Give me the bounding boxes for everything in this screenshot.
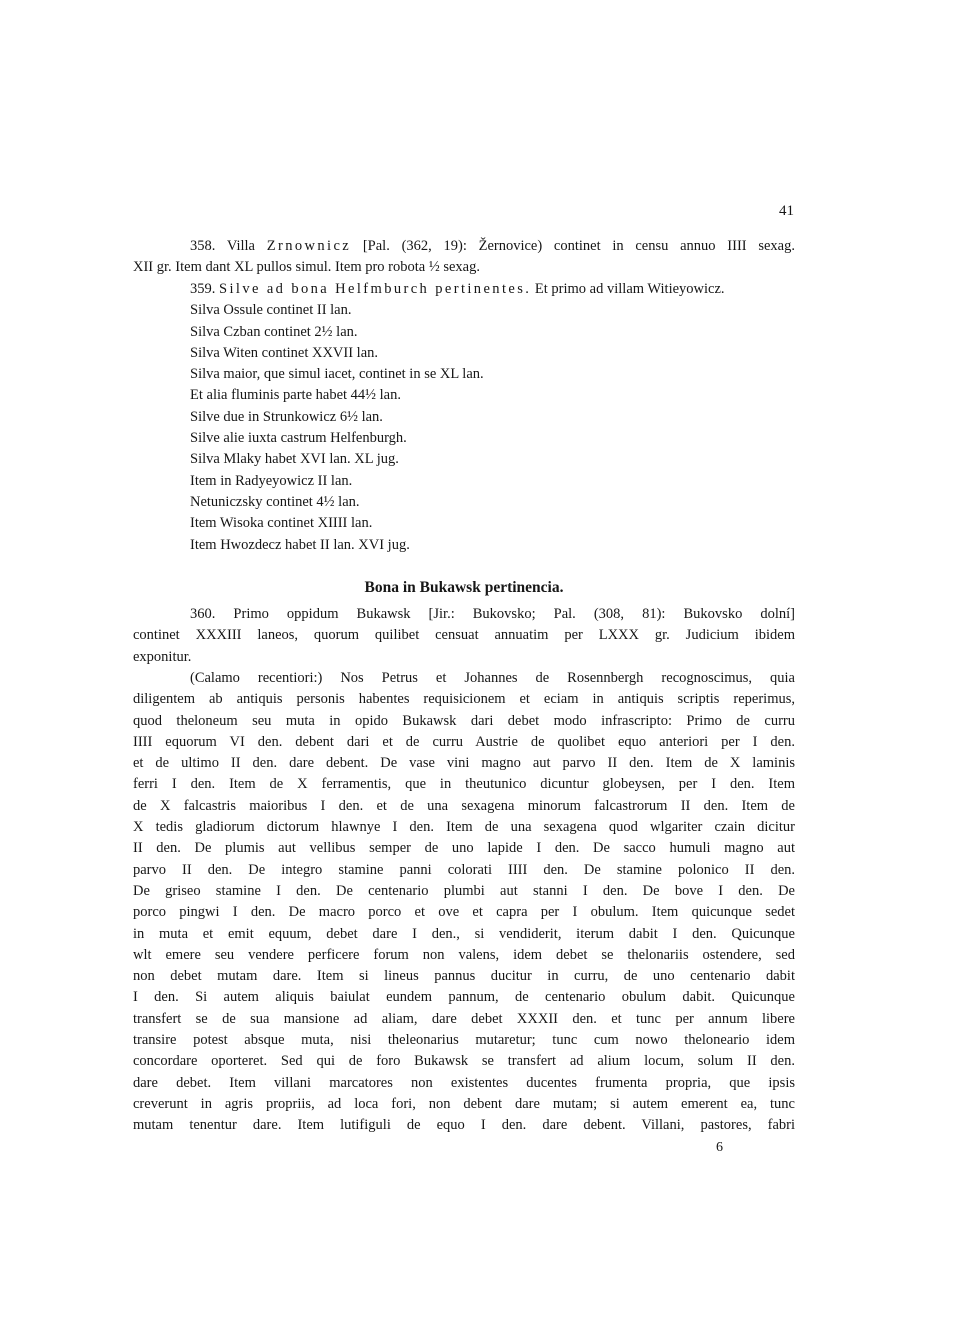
text-line: quod theloneum seu muta in opido Bukawsk dari debet modo infrascripto: Primo de curru [133,712,795,729]
section [133,568,795,606]
text-line: I den. Si autem aliquis baiulat eundem pannum, de centenario obulum dabit. Quicunque [133,989,795,1006]
place-name: Zrnownicz [266,238,352,254]
list-item: Item Hwozdecz habet II lan. XVI jug. [190,536,410,553]
list-item: Item in Radyeyowicz II lan. [190,472,353,489]
page-number: 41 [779,203,794,219]
entry-359-title: Silve ad bona Helfmburch pertinentes. [219,281,532,297]
entry-359-heading [133,279,795,300]
list-item: Silva Witen continet XXVII lan. [190,344,379,361]
text-line: non debet mutam dare. Item si lineus pannus ducitur in curru, de uno centenario dabit [133,968,795,985]
list-item: Silva maior, que simul iacet, continet in se XL lan. [190,366,484,383]
text-line: dare debet. Item villani marcatores non existentes ducentes frumenta propria, que ipsis [133,1074,795,1091]
text-line: II den. De plumis aut vellibus semper de uno lapide I den. De sacco humuli magno aut [133,840,795,857]
text-line: mutam tenentur dare. Item lutifiguli de equo I den. dare debent. Villani, pastores, fabri [133,1117,795,1134]
list-item: Silva Czban continet 2½ lan. [190,323,358,340]
list-item: Silve due in Strunkowicz 6½ lan. [190,408,383,425]
text-line: De griseo stamine I den. De centenario plumbi aut stanni I den. De bove I den. De [133,882,795,899]
text-line: parvo II den. De integro stamine panni colorati IIII den. De stamine polonico II den. [133,861,795,878]
text-line: transire potest absque muta, nisi theleonarius mutaretur; tunc cum nowo theloneario idem [133,1032,795,1049]
signature-mark: 6 [716,1140,723,1155]
list-item: Silva Mlaky habet XVI lan. XL jug. [190,451,399,468]
entry-359-number: 359. [190,281,219,297]
list-item: Et alia fluminis parte habet 44½ lan. [190,387,401,404]
entry-358-line-2: XII gr. Item dant XL pullos simul. Item pro robota ½ sexag. [133,259,480,276]
text-line: 360. Primo oppidum Bukawsk [Jir.: Bukovsko; Pal. (308, 81): Bukovsko dolní] [190,606,795,622]
calamo-paragraph [133,668,795,1137]
list-item: Item Wisoka continet XIIII lan. [190,515,373,532]
text-line: ferri I den. Item de X ferramentis, que in theutunico dicuntur globeysen, per I den. Item [133,776,795,793]
text-line: transfert se de sua mansione ad aliam, dare debet XXXII den. et tunc per annum libere [133,1010,795,1027]
text-line: X tedis gladiorum dictorum hlawnye I den. Item de una sexagena quod wlgariter czain dicitur [133,819,795,836]
list-item: Netuniczsky continet 4½ lan. [190,493,360,510]
text-line: concordare oporteret. Sed qui de foro Bukawsk se transfert ad alium locum, solum II den. [133,1053,795,1070]
text-line: IIII equorum VI den. debent dari et de curru Austrie de quolibet equo anteriori per I den. [133,733,795,750]
text-line: et de ultimo II den. dare debent. De vase vini magno aut parvo II den. Item de X laminis [133,755,795,772]
text-line: porco pingwi I den. De macro porco et ove et capra per I obulum. Item quicunque sedet [133,904,795,921]
text-line: (Calamo recentiori:) Nos Petrus et Johannes de Rosennbergh recognoscimus, quia [190,670,795,686]
text-line: continet XXXIII laneos, quorum quilibet censuat annuatim per LXXX gr. Judicium ibidem [133,627,795,644]
text-line: exponitur. [133,648,192,665]
entry-360 [133,604,795,668]
entry-358-rest: [Pal. (362, 19): Žernovice) continet in censu annuo IIII sexag. [351,238,795,254]
list-item: Silve alie iuxta castrum Helfenburgh. [190,430,407,447]
entry-358-line-1 [133,236,795,257]
text-line: diligentem ab antiquis personis habentes requisicionem et eciam in antiquis scriptis reperimus, [133,691,795,708]
entry-359-subtitle: Et primo ad villam Witieyowicz. [531,281,725,297]
text-line: creverunt in agris propriis, ad loca fori, non debent dare mutam; si autem emerent ea, tunc [133,1095,795,1112]
entry-358-prefix: 358. Villa [190,238,267,254]
text-line: in muta et emit equum, debet dare I den., si vendiderit, iterum dabit I den. Quicunque [133,925,795,942]
section-heading: Bona in Bukawsk pertinencia. [364,579,564,596]
entry-359 [133,279,795,556]
entry-358 [133,236,795,279]
list-item: Silva Ossule continet II lan. [190,302,352,319]
text-line: de X falcastris maioribus I den. et de una sexagena minorum falcastrorum II den. Item de [133,797,795,814]
text-line: wlt emere seu vendere perficere forum non valens, idem debet se thelonariis ostendere, sed [133,946,795,963]
